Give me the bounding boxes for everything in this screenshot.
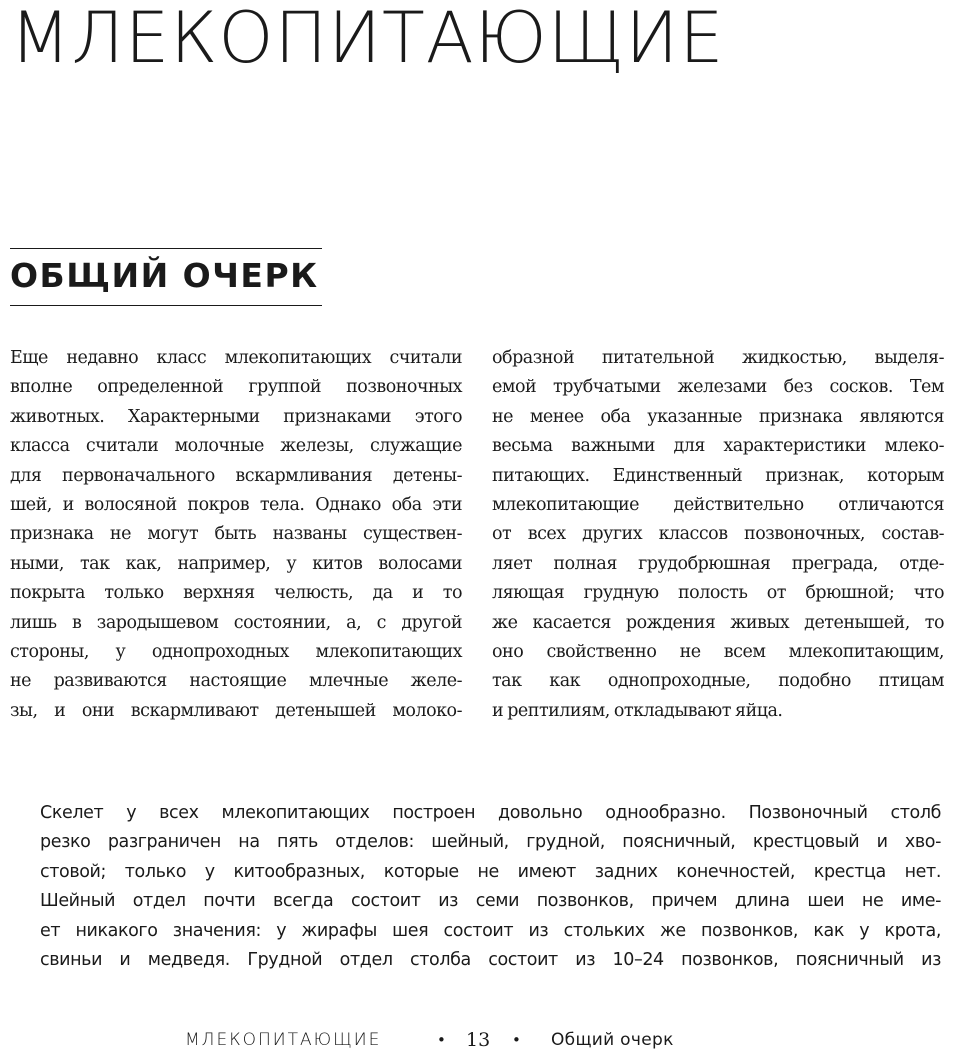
text-line: животных. Характерными признаками этого bbox=[10, 406, 462, 427]
text-line: свиньи и медведя. Грудной отдел столба состоит из 10–24 позвонков, поясничный из bbox=[40, 949, 941, 970]
section-heading-block bbox=[10, 248, 322, 306]
footer-separator: • bbox=[512, 1031, 521, 1049]
text-line: Скелет у всех млекопитающих построен довольно однообразно. Позвоночный столб bbox=[40, 803, 941, 823]
left-text-column bbox=[10, 344, 462, 726]
text-line: образной питательной жидкостью, выделя- bbox=[492, 348, 944, 368]
text-line: признака не могут быть названы существен- bbox=[10, 524, 462, 545]
text-line: млекопитающие действительно отличаются bbox=[492, 494, 944, 515]
text-line: ет никакого значения: у жирафы шея состоит из стольких же позвонков, как у крота, bbox=[40, 920, 941, 941]
text-line: класса считали молочные железы, служащие bbox=[10, 436, 462, 457]
text-line: оно свойственно не всем млекопитающим, bbox=[492, 641, 944, 662]
text-line: стороны, у однопроходных млекопитающих bbox=[10, 641, 462, 662]
right-text-column bbox=[492, 344, 944, 726]
text-line: для первоначального вскармливания детены- bbox=[10, 465, 462, 486]
text-line: питающих. Единственный признак, которым bbox=[492, 465, 944, 486]
text-line: так как однопроходные, подобно птицам bbox=[492, 671, 944, 692]
text-line: весьма важными для характеристики млеко- bbox=[492, 436, 944, 457]
text-line: лишь в зародышевом состоянии, а, с другой bbox=[10, 612, 462, 633]
text-line: ными, так как, например, у китов волосами bbox=[10, 553, 462, 574]
text-line: от всех других классов позвоночных, состав- bbox=[492, 524, 944, 545]
text-line: вполне определенной группой позвоночных bbox=[10, 377, 462, 398]
skeleton-paragraph bbox=[40, 799, 941, 975]
text-line: ляющая грудную полость от брюшной; что bbox=[492, 583, 944, 604]
footer-running-head: МЛЕКОПИТАЮЩИЕ bbox=[185, 1030, 382, 1050]
text-line: же касается рождения живых детенышей, то bbox=[492, 612, 944, 633]
section-title: ОБЩИЙ ОЧЕРК bbox=[10, 256, 319, 295]
chapter-title: МЛЕКОПИТАЮЩИЕ bbox=[10, 0, 725, 79]
page-number: 13 bbox=[466, 1029, 491, 1051]
text-line: Шейный отдел почти всегда состоит из семи позвонков, причем длина шеи не име- bbox=[40, 891, 941, 912]
text-line: не менее оба указанные признака являются bbox=[492, 406, 944, 427]
text-line: не развиваются настоящие млечные желе- bbox=[10, 671, 462, 692]
footer-separator: • bbox=[437, 1031, 446, 1049]
text-line: ляет полная грудобрюшная преграда, отде- bbox=[492, 553, 944, 574]
footer-section-name: Общий очерк bbox=[551, 1030, 674, 1050]
text-line: и рептилиям, откладывают яйца. bbox=[492, 700, 783, 721]
text-line: зы, и они вскармливают детенышей молоко- bbox=[10, 700, 462, 721]
text-line: резко разграничен на пять отделов: шейный, грудной, поясничный, крестцовый и хво- bbox=[40, 832, 941, 853]
text-line: емой трубчатыми железами без сосков. Тем bbox=[492, 377, 944, 398]
text-line: стовой; только у китообразных, которые не имеют задних конечностей, крестца нет. bbox=[40, 861, 941, 882]
text-line: шей, и волосяной покров тела. Однако оба эти bbox=[10, 494, 462, 515]
page-footer bbox=[0, 1025, 953, 1055]
text-line: Еще недавно класс млекопитающих считали bbox=[10, 348, 462, 368]
text-line: покрыта только верхняя челюсть, да и то bbox=[10, 583, 462, 604]
